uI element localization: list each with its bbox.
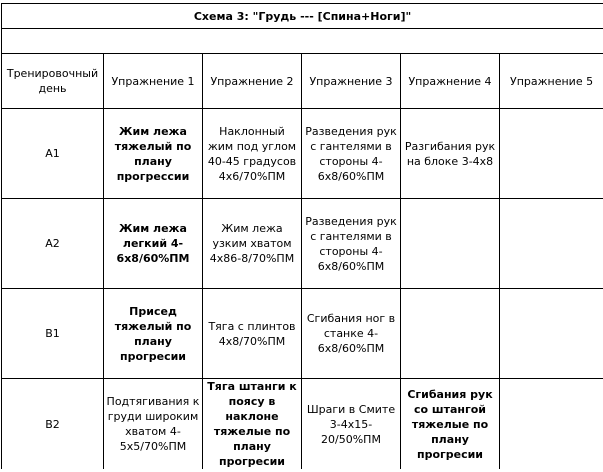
exercise-cell[interactable]: Наклонный жим под углом 40-45 градусов 4х6/70%ПМ <box>203 109 302 199</box>
exercise-cell[interactable]: Сгибания ног в станке 4-6х8/60%ПМ <box>302 289 401 379</box>
header-exercise-4[interactable]: Упражнение 4 <box>401 54 500 109</box>
exercise-cell[interactable] <box>401 199 500 289</box>
spacer-row <box>2 29 603 54</box>
exercise-cell[interactable]: Шраги в Смите 3-4х15-20/50%ПМ <box>302 379 401 470</box>
title-row <box>2 4 603 29</box>
exercise-cell[interactable]: Жим лежа тяжелый по плану прогрессии <box>104 109 203 199</box>
exercise-cell[interactable]: Разведения рук с гантелями в стороны 4-6х8/60%ПМ <box>302 199 401 289</box>
day-cell[interactable]: A2 <box>2 199 104 289</box>
exercise-cell[interactable]: Разведения рук с гантелями в стороны 4-6х8/60%ПМ <box>302 109 401 199</box>
empty-row-cell[interactable] <box>2 29 603 54</box>
exercise-cell[interactable]: Жим лежа легкий 4-6х8/60%ПМ <box>104 199 203 289</box>
table-row <box>2 199 603 289</box>
exercise-cell[interactable]: Тяга штанги к поясу в наклоне тяжелые по плану прогресии <box>203 379 302 470</box>
header-exercise-1[interactable]: Упражнение 1 <box>104 54 203 109</box>
exercise-cell[interactable] <box>401 289 500 379</box>
exercise-cell[interactable]: Тяга с плинтов 4х8/70%ПМ <box>203 289 302 379</box>
exercise-cell[interactable]: Разгибания рук на блоке 3-4х8 <box>401 109 500 199</box>
header-exercise-2[interactable]: Упражнение 2 <box>203 54 302 109</box>
exercise-cell[interactable] <box>500 109 603 199</box>
exercise-cell[interactable]: Жим лежа узким хватом 4х86-8/70%ПМ <box>203 199 302 289</box>
table-row <box>2 379 603 470</box>
exercise-cell[interactable] <box>500 199 603 289</box>
table-row <box>2 289 603 379</box>
table-title[interactable]: Схема 3: "Грудь --- [Спина+Ноги]" <box>2 4 603 29</box>
exercise-cell[interactable]: Подтягивания к груди широким хватом 4-5х5/70%ПМ <box>104 379 203 470</box>
exercise-cell[interactable]: Присед тяжелый по плану прогресии <box>104 289 203 379</box>
training-schedule-table <box>1 3 603 469</box>
exercise-cell[interactable] <box>500 289 603 379</box>
header-training-day[interactable]: Тренировочный день <box>2 54 104 109</box>
day-cell[interactable]: A1 <box>2 109 104 199</box>
header-exercise-5[interactable]: Упражнение 5 <box>500 54 603 109</box>
day-cell[interactable]: B1 <box>2 289 104 379</box>
exercise-cell[interactable]: Сгибания рук со штангой тяжелые по плану прогресии <box>401 379 500 470</box>
exercise-cell[interactable] <box>500 379 603 470</box>
header-row <box>2 54 603 109</box>
table-row <box>2 109 603 199</box>
day-cell[interactable]: B2 <box>2 379 104 470</box>
header-exercise-3[interactable]: Упражнение 3 <box>302 54 401 109</box>
